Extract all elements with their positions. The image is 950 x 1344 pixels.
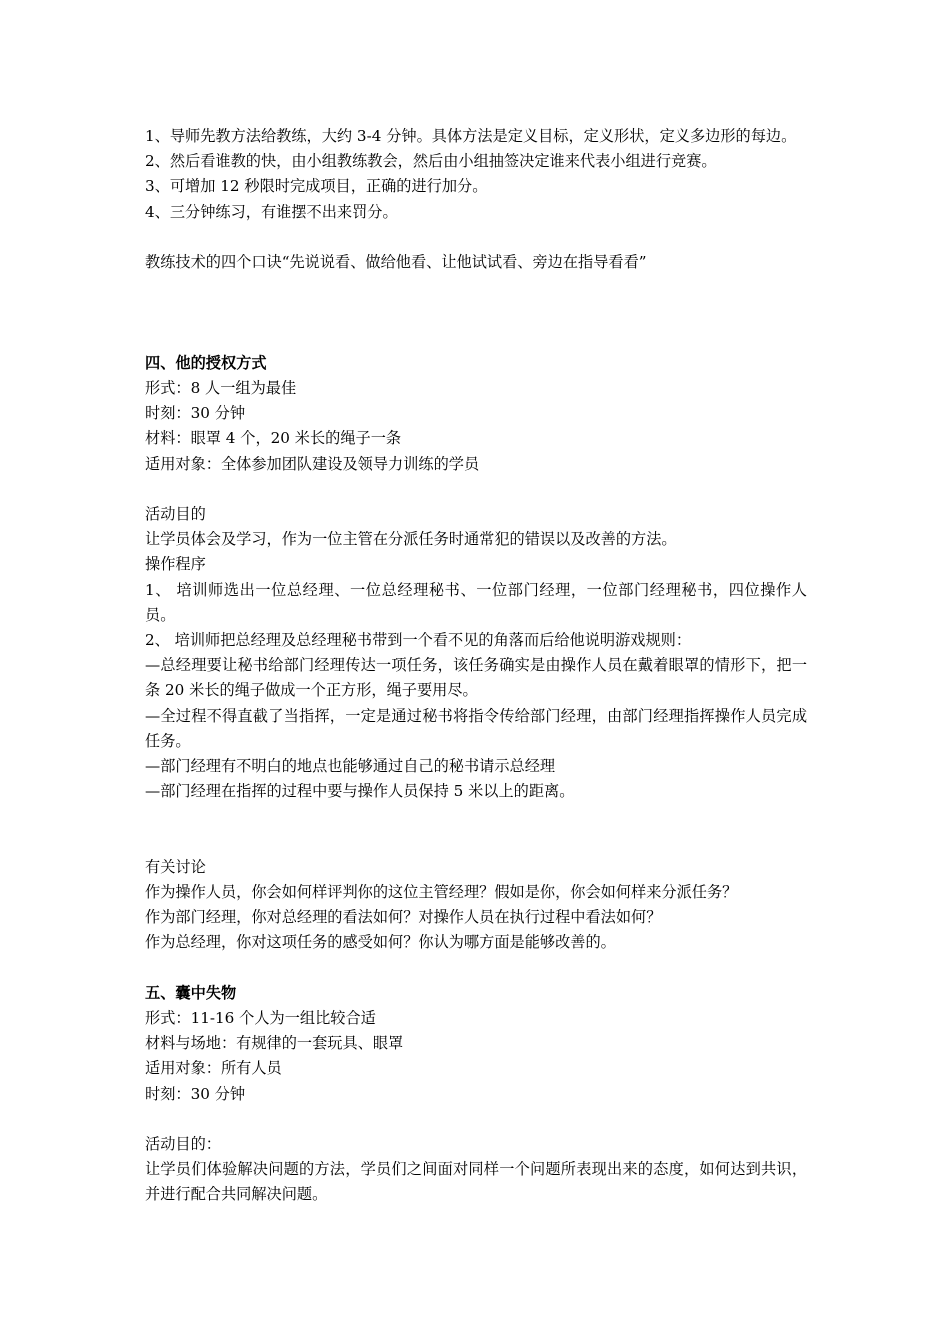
section4-discussion-3: 作为总经理，你对这项任务的感受如何？你认为哪方面是能够改善的。 [145,933,616,952]
section4-discussion-label: 有关讨论 [145,857,206,876]
section4-form: 形式：8 人一组为最佳 [145,379,297,397]
section4-title: 四、他的授权方式 [145,353,267,372]
coach-motto: 教练技术的四个口诀“先说说看、做给他看、让他试试看、旁边在指导看看” [145,253,647,271]
section4-time: 时刻：30 分钟 [145,404,246,423]
section5-purpose-label: 活动目的： [145,1135,221,1154]
section4-rule-1: —总经理要让秘书给部门经理传达一项任务，该任务确实是由操作人员在戴着眼罩的情形下，把一条 20 米长的绳子做成一个正方形，绳子要用尽。 [145,656,807,700]
section5-title: 五、囊中失物 [145,983,237,1002]
section4-rule-3: —部门经理有不明白的地点也能够通过自己的秘书请示总经理 [145,757,556,776]
section4-discussion-1: 作为操作人员，你会如何样评判你的这位主管经理？假如是你，你会如何样来分派任务？ [145,883,738,902]
intro-step-1: 1、导师先教方法给教练，大约 3-4 分钟。具体方法是定义目标，定义形状，定义多边形的每边。 [145,127,797,145]
spacer [145,225,807,250]
spacer [145,830,807,855]
section5-materials: 材料与场地：有规律的一套玩具、眼罩 [145,1034,404,1053]
section4-purpose: 让学员体会及学习，作为一位主管在分派任务时通常犯的错误以及改善的方法。 [145,530,677,549]
section4-purpose-label: 活动目的 [145,505,206,523]
spacer [145,477,807,502]
spacer [145,1107,807,1132]
section4-discussion-2: 作为部门经理，你对总经理的看法如何？对操作人员在执行过程中看法如何？ [145,908,662,927]
section5-audience: 适用对象：所有人员 [145,1059,282,1078]
section5-time: 时刻：30 分钟 [145,1084,246,1103]
document-page [145,124,807,1208]
section5-purpose: 让学员们体验解决问题的方法，学员们之间面对同样一个问题所表现出来的态度，如何达到共识，并进行配合共同解决问题。 [145,1160,807,1204]
section4-materials: 材料：眼罩 4 个，20 米长的绳子一条 [145,429,402,448]
section4-rule-2: —全过程不得直截了当指挥，一定是通过秘书将指令传给部门经理，由部门经理指挥操作人员完成任务。 [145,706,807,750]
intro-step-3: 3、可增加 12 秒限时完成项目，正确的进行加分。 [145,177,488,196]
section4-audience: 适用对象：全体参加团队建设及领导力训练的学员 [145,454,480,473]
section4-procedure-label: 操作程序 [145,555,206,574]
spacer [145,804,807,829]
section4-procedure-1: 1、 培训师选出一位总经理、一位总经理秘书、一位部门经理，一位部门经理秘书，四位操作人员。 [145,580,807,624]
section5-form: 形式：11-16 个人为一组比较合适 [145,1009,376,1028]
section4-rule-4: —部门经理在指挥的过程中要与操作人员保持 5 米以上的距离。 [145,782,575,801]
section4-procedure-2: 2、 培训师把总经理及总经理秘书带到一个看不见的角落而后给他说明游戏规则： [145,631,692,650]
intro-step-2: 2、然后看谁教的快，由小组教练教会，然后由小组抽签决定谁来代表小组进行竞赛。 [145,152,717,171]
spacer [145,275,807,351]
spacer [145,956,807,981]
intro-step-4: 4、三分钟练习，有谁摆不出来罚分。 [145,202,398,221]
